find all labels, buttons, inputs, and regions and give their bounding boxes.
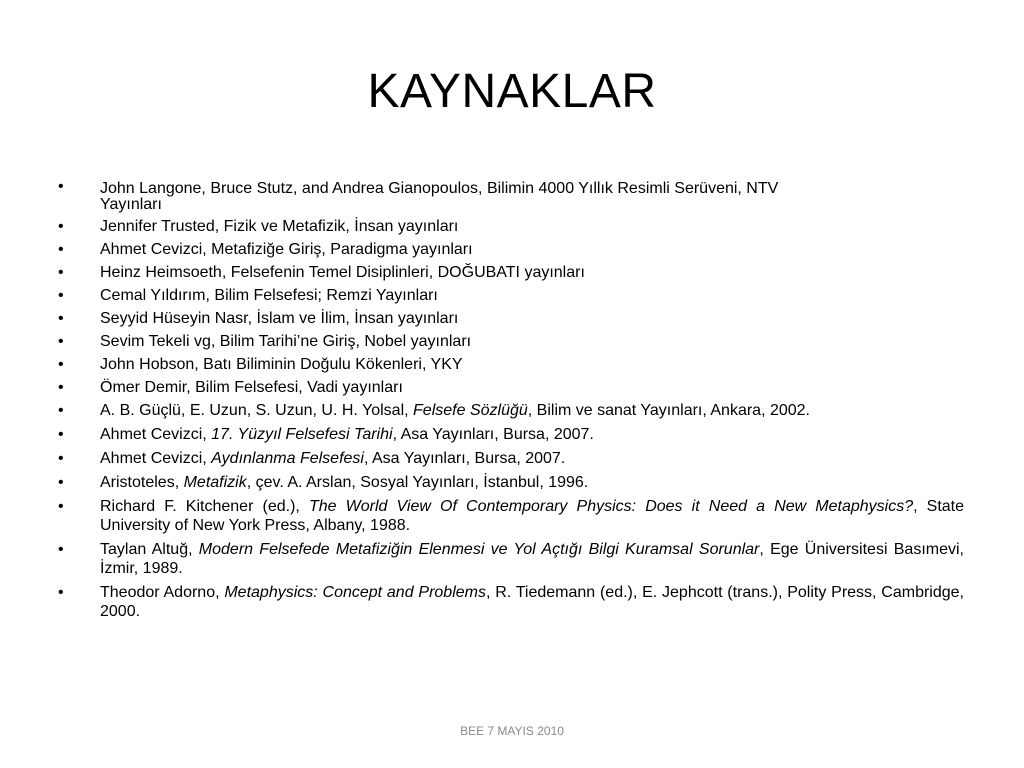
bullet-icon: • [58, 178, 64, 195]
reference-text: John Langone, Bruce Stutz, and Andrea Gianopoulos, Bilimin 4000 Yıllık Resimli Serüveni, NTV [100, 180, 779, 197]
reference-text-cont: , State University of New York Press, Albany, 1988. [100, 498, 965, 534]
slide-footer: BEE 7 MAYIS 2010 [460, 724, 564, 738]
reference-text: Jennifer Trusted, Fizik ve Metafizik, İnsan yayınları [100, 218, 459, 235]
list-item [58, 355, 964, 375]
reference-text: Sevim Tekeli vg, Bilim Tarihi’ne Giriş, Nobel yayınları [100, 333, 472, 350]
reference-text: A. B. Güçlü, E. Uzun, S. Uzun, U. H. Yolsal, [100, 402, 414, 419]
bullet-icon: • [58, 541, 64, 558]
list-item [58, 473, 964, 492]
list-item [58, 286, 964, 306]
list-item [58, 180, 964, 211]
bullet-icon: • [58, 333, 64, 350]
reference-text: Theodor Adorno, [100, 584, 225, 601]
bullet-icon: • [58, 474, 64, 491]
reference-text-cont: , Asa Yayınları, Bursa, 2007. [392, 426, 594, 443]
bullet-icon: • [58, 498, 64, 515]
reference-text: Taylan Altuğ, [100, 541, 199, 558]
list-item [58, 583, 964, 621]
reference-title: Felsefe Sözlüğü [413, 402, 528, 419]
reference-title: Modern Felsefede Metafiziğin Elenmesi ve Yol Açtığı Bilgi Kuramsal Sorunlar [198, 541, 760, 558]
reference-text-cont: , Bilim ve sanat Yayınları, Ankara, 2002. [527, 402, 810, 419]
reference-list [58, 180, 964, 626]
bullet-icon: • [58, 379, 64, 396]
reference-text: Seyyid Hüseyin Nasr, İslam ve İlim, İnsan yayınları [100, 310, 459, 327]
bullet-icon: • [58, 310, 64, 327]
reference-text-cont: , R. Tiedemann (ed.), E. Jephcott (trans.), Polity Press, Cambridge, 2000. [100, 584, 964, 620]
reference-text: John Hobson, Batı Biliminin Doğulu Kökenleri, YKY [100, 356, 463, 373]
reference-text: Richard F. Kitchener (ed.), [100, 498, 309, 515]
bullet-icon: • [58, 356, 64, 373]
slide-title: KAYNAKLAR [367, 65, 657, 118]
reference-text-cont: , Ege Üniversitesi Basımevi, İzmir, 1989. [100, 541, 964, 577]
list-item [58, 497, 964, 535]
list-item [58, 425, 964, 444]
reference-text: Ömer Demir, Bilim Felsefesi, Vadi yayınları [100, 379, 403, 396]
bullet-icon: • [58, 584, 64, 601]
reference-title: The World View Of Contemporary Physics: Does it Need a New Metaphysics? [308, 498, 914, 515]
list-item [58, 378, 964, 398]
list-item [58, 449, 964, 468]
bullet-icon: • [58, 402, 64, 419]
reference-title: Metafizik [183, 474, 247, 491]
reference-text: Heinz Heimsoeth, Felsefenin Temel Disiplinleri, DOĞUBATI yayınları [100, 264, 585, 281]
list-item [58, 217, 964, 237]
reference-text: Cemal Yıldırım, Bilim Felsefesi; Remzi Yayınları [100, 287, 438, 304]
reference-title: Metaphysics: Concept and Problems [224, 584, 486, 601]
reference-text-cont: Yayınları [100, 196, 162, 213]
list-item [58, 263, 964, 283]
list-item [58, 540, 964, 578]
reference-text: Ahmet Cevizci, Metafiziğe Giriş, Paradigma yayınları [100, 241, 473, 258]
list-item [58, 240, 964, 260]
bullet-icon: • [58, 264, 64, 281]
bullet-icon: • [58, 450, 64, 467]
reference-text-cont: , çev. A. Arslan, Sosyal Yayınları, İstanbul, 1996. [246, 474, 589, 491]
reference-text: Ahmet Cevizci, [100, 426, 212, 443]
bullet-icon: • [58, 241, 64, 258]
reference-text: Ahmet Cevizci, [100, 450, 212, 467]
list-item [58, 332, 964, 352]
list-item [58, 309, 964, 329]
reference-title: Aydınlanma Felsefesi [211, 450, 364, 467]
reference-text-cont: , Asa Yayınları, Bursa, 2007. [363, 450, 566, 467]
bullet-icon: • [58, 426, 64, 443]
reference-text: Aristoteles, [100, 474, 184, 491]
list-item [58, 401, 964, 420]
bullet-icon: • [58, 218, 64, 235]
reference-title: 17. Yüzyıl Felsefesi Tarihi [211, 426, 393, 443]
bullet-icon: • [58, 287, 64, 304]
